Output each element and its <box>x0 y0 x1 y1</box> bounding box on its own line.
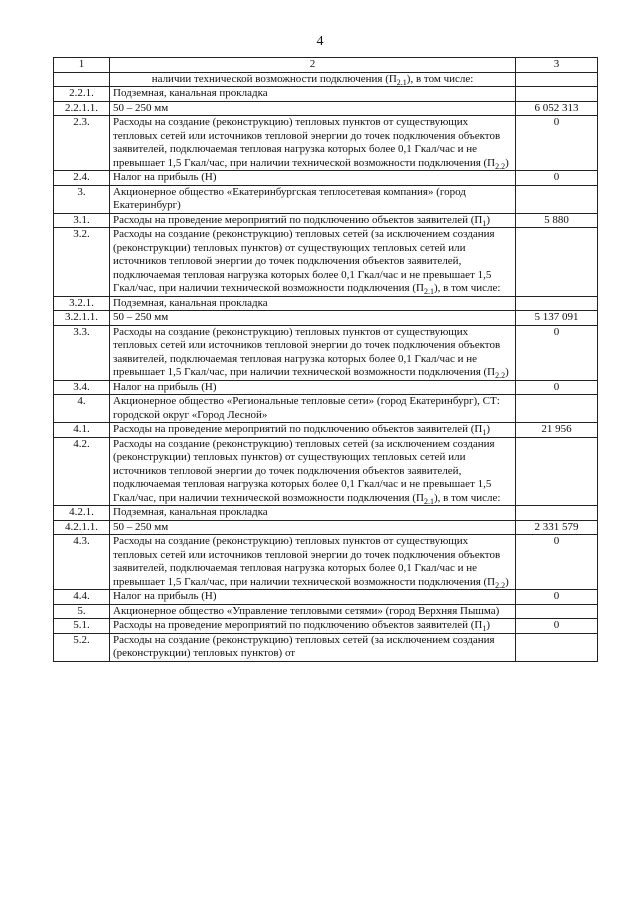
page-number: 4 <box>316 34 324 49</box>
table-row <box>54 72 598 87</box>
row-number <box>54 72 110 87</box>
row-number: 4.1. <box>54 423 110 438</box>
row-number: 3.3. <box>54 325 110 380</box>
row-description: Подземная, канальная прокладка <box>110 296 516 311</box>
row-number: 3.4. <box>54 380 110 395</box>
table-row <box>54 604 598 619</box>
row-description: Акционерное общество «Екатеринбургская теплосетевая компания» (город Екатеринбург) <box>110 185 516 213</box>
table-row <box>54 296 598 311</box>
row-value <box>516 296 598 311</box>
row-value <box>516 87 598 102</box>
row-number: 2.4. <box>54 171 110 186</box>
row-value: 0 <box>516 535 598 590</box>
row-value <box>516 437 598 506</box>
table-row <box>54 633 598 661</box>
row-value <box>516 506 598 521</box>
row-description: Расходы на создание (реконструкцию) тепловых сетей (за исключением создания (реконструкции) тепловых пунктов) от существующих тепловых сетей или источников тепловой энергии до точек подключения объектов заявителей, подключаемая тепловая нагрузка которых более 0,1 Гкал/час и не превышает 1,5 Гкал/час, при наличии технической возможности подключения $(П_{2.1})$, в том числе: <box>110 228 516 297</box>
table-row <box>54 423 598 438</box>
row-value: 0 <box>516 590 598 605</box>
row-value: 21 956 <box>516 423 598 438</box>
row-number: 3. <box>54 185 110 213</box>
row-value: 0 <box>516 116 598 171</box>
header-col-3: 3 <box>516 58 598 73</box>
table-row <box>54 325 598 380</box>
table-row <box>54 520 598 535</box>
table-row <box>54 185 598 213</box>
table-header-row <box>54 58 598 73</box>
row-description: Налог на прибыль (Н) <box>110 171 516 186</box>
row-value: 6 052 313 <box>516 101 598 116</box>
row-value <box>516 633 598 661</box>
table-row <box>54 101 598 116</box>
row-value <box>516 228 598 297</box>
row-value <box>516 395 598 423</box>
row-value: 5 880 <box>516 213 598 228</box>
row-description: Расходы на создание (реконструкцию) тепловых пунктов от существующих тепловых сетей или источников тепловой энергии до точек подключения объектов заявителей, подключаемая тепловая нагрузка которых более 0,1 Гкал/час и не превышает 1,5 Гкал/час, при наличии технической возможности подключения $(П_{2.2})$ <box>110 116 516 171</box>
table-row <box>54 619 598 634</box>
row-value: 0 <box>516 325 598 380</box>
row-description: Расходы на создание (реконструкцию) тепловых сетей (за исключением создания (реконструкции) тепловых пунктов) от существующих тепловых сетей или источников тепловой энергии до точек подключения объектов заявителей, подключаемая тепловая нагрузка которых более 0,1 Гкал/час и не превышает 1,5 Гкал/час, при наличии технической возможности подключения $(П_{2.1})$, в том числе: <box>110 437 516 506</box>
row-description: Подземная, канальная прокладка <box>110 87 516 102</box>
row-number: 4.2.1. <box>54 506 110 521</box>
row-number: 3.2. <box>54 228 110 297</box>
table-row <box>54 311 598 326</box>
row-number: 5. <box>54 604 110 619</box>
row-value <box>516 185 598 213</box>
row-description: 50 – 250 мм <box>110 101 516 116</box>
row-description: Налог на прибыль (Н) <box>110 590 516 605</box>
table-row <box>54 116 598 171</box>
row-number: 5.1. <box>54 619 110 634</box>
row-value: 0 <box>516 380 598 395</box>
row-description: Подземная, канальная прокладка <box>110 506 516 521</box>
row-value: 0 <box>516 171 598 186</box>
table-row <box>54 380 598 395</box>
row-number: 4.4. <box>54 590 110 605</box>
row-number: 3.2.1. <box>54 296 110 311</box>
tariff-table <box>53 57 598 662</box>
row-description: Расходы на создание (реконструкцию) тепловых сетей (за исключением создания (реконструкции) тепловых пунктов) от <box>110 633 516 661</box>
row-description: Расходы на проведение мероприятий по подключению объектов заявителей $(П_1)$ <box>110 423 516 438</box>
table-row <box>54 535 598 590</box>
row-description: Расходы на проведение мероприятий по подключению объектов заявителей $(П_1)$ <box>110 213 516 228</box>
table-row <box>54 228 598 297</box>
row-number: 2.2.1.1. <box>54 101 110 116</box>
row-number: 3.1. <box>54 213 110 228</box>
table-row <box>54 590 598 605</box>
table-row <box>54 395 598 423</box>
row-number: 4. <box>54 395 110 423</box>
row-description: Расходы на создание (реконструкцию) тепловых пунктов от существующих тепловых сетей или источников тепловой энергии до точек подключения объектов заявителей, подключаемая тепловая нагрузка которых более 0,1 Гкал/час и не превышает 1,5 Гкал/час, при наличии технической возможности подключения $(П_{2.2})$ <box>110 535 516 590</box>
table-row <box>54 213 598 228</box>
table-body <box>54 72 598 661</box>
row-value <box>516 72 598 87</box>
row-description: наличии технической возможности подключения $(П_{2.1})$, в том числе: <box>110 72 516 87</box>
header-col-1: 1 <box>54 58 110 73</box>
row-description: Налог на прибыль (Н) <box>110 380 516 395</box>
row-description: Акционерное общество «Региональные тепловые сети» (город Екатеринбург), СТ: городской округ «Город Лесной» <box>110 395 516 423</box>
header-col-2: 2 <box>110 58 516 73</box>
row-description: Расходы на проведение мероприятий по подключению объектов заявителей $(П_1)$ <box>110 619 516 634</box>
row-number: 4.2.1.1. <box>54 520 110 535</box>
row-description: 50 – 250 мм <box>110 520 516 535</box>
row-number: 4.3. <box>54 535 110 590</box>
row-number: 5.2. <box>54 633 110 661</box>
row-value: 2 331 579 <box>516 520 598 535</box>
row-number: 4.2. <box>54 437 110 506</box>
table-row <box>54 171 598 186</box>
table-row <box>54 437 598 506</box>
table-row <box>54 506 598 521</box>
row-description: Расходы на создание (реконструкцию) тепловых пунктов от существующих тепловых сетей или источников тепловой энергии до точек подключения объектов заявителей, подключаемая тепловая нагрузка которых более 0,1 Гкал/час и не превышает 1,5 Гкал/час, при наличии технической возможности подключения $(П_{2.2})$ <box>110 325 516 380</box>
row-number: 2.3. <box>54 116 110 171</box>
row-value: 5 137 091 <box>516 311 598 326</box>
row-value: 0 <box>516 619 598 634</box>
table-row <box>54 87 598 102</box>
row-description: Акционерное общество «Управление тепловыми сетями» (город Верхняя Пышма) <box>110 604 516 619</box>
row-number: 3.2.1.1. <box>54 311 110 326</box>
row-description: 50 – 250 мм <box>110 311 516 326</box>
row-number: 2.2.1. <box>54 87 110 102</box>
row-value <box>516 604 598 619</box>
